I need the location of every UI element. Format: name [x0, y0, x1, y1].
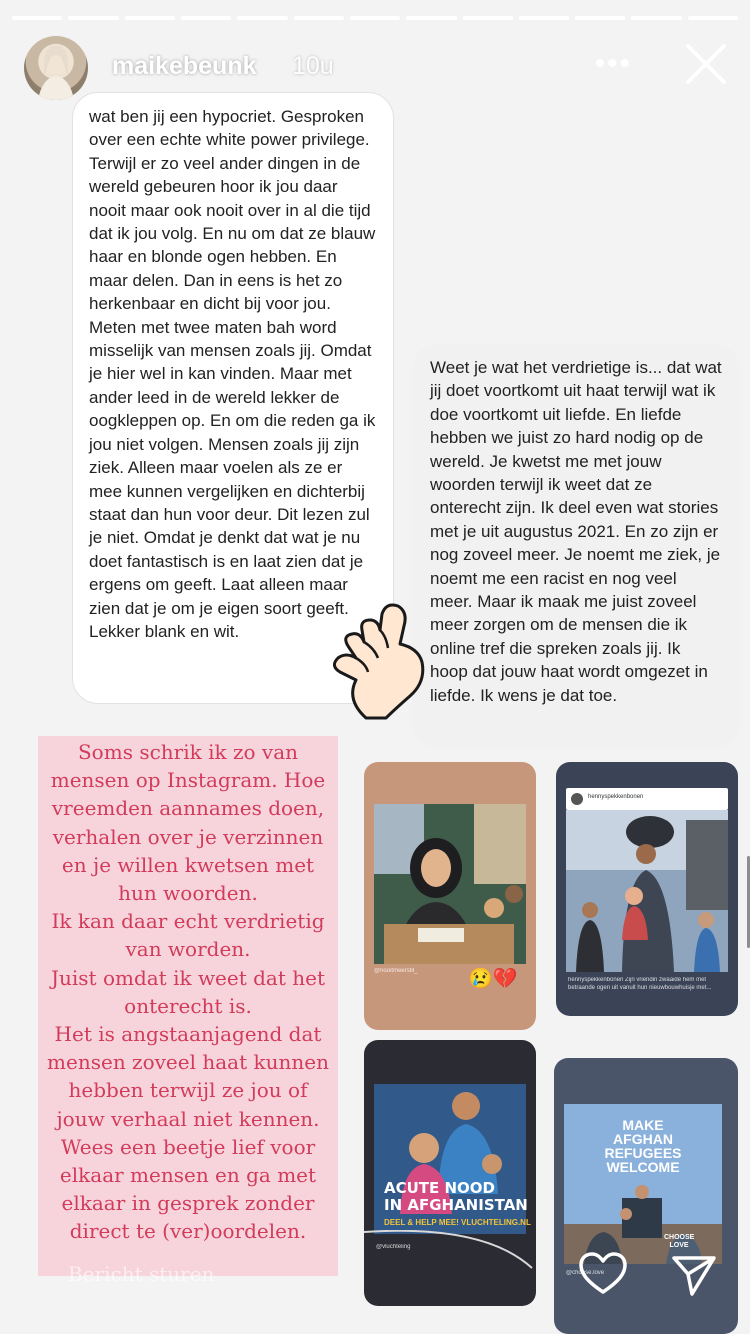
- progress-segment: [519, 16, 569, 20]
- card-caption: @vluchteling: [376, 1244, 411, 1250]
- progress-segment: [68, 16, 118, 20]
- headline-line-1: ACUTE NOOD: [384, 1179, 496, 1197]
- close-icon[interactable]: [682, 40, 730, 88]
- story-text-overlay: [38, 736, 338, 1276]
- headline-line-2: IN AFGHANISTAN: [384, 1196, 528, 1214]
- send-direct-icon[interactable]: [670, 1250, 718, 1298]
- progress-segment: [237, 16, 287, 20]
- overlay-paragraph: Soms schrik ik zo van mensen op Instagram. Hoe vreemden aannames doen, verhalen over je verzinnen en je willen kwetsen met hun woorden.: [50, 740, 326, 906]
- overlay-paragraph: Wees een beetje lief voor elkaar mensen en ga met elkaar in gesprek zonder direct te (ver)oordelen.: [59, 1134, 317, 1244]
- campaign-poster: [564, 1104, 722, 1264]
- card-caption: @choose.love: [566, 1270, 605, 1276]
- progress-segment: [294, 16, 344, 20]
- card-caption: hennyspekkenbonen Zijn vriendin zwaaide hem met betraande ogen uit vanuit hun nieuwbouwhuisje met...: [568, 977, 712, 991]
- choose-love-badge: CHOOSE LOVE: [664, 1234, 695, 1249]
- card-shade: [364, 1230, 536, 1306]
- card-caption: @nooitmeerstil_: [374, 968, 418, 974]
- progress-segment: [575, 16, 625, 20]
- more-options-icon[interactable]: •••: [594, 47, 632, 80]
- emoji-sticker: 😢💔: [468, 968, 518, 990]
- overlay-paragraph: Juist omdat ik weet dat het onterecht is.: [50, 965, 325, 1018]
- avatar[interactable]: [24, 36, 88, 100]
- timestamp: 10u: [292, 52, 334, 80]
- classroom-photo: [374, 804, 526, 964]
- story-card-acute-need[interactable]: [364, 1040, 536, 1306]
- progress-segment: [406, 16, 456, 20]
- progress-segment: [350, 16, 400, 20]
- story-overlay-text: [44, 738, 332, 1246]
- story-card-refugees[interactable]: [556, 762, 738, 1016]
- send-message-placeholder: Bericht sturen: [68, 1262, 215, 1286]
- reply-message-bubble: [412, 344, 740, 748]
- reply-message-text: Weet je wat het verdrietige is... dat wat jij doet voortkomt uit haat terwijl wat ik doe voortkomt uit liefde. En liefde hebben we juist zo hard nodig op de wereld. Je kwetst me met jouw woorden terwijl ik weet dat ze onterecht zijn. Ik deel even wat stories met je uit augustus 2021. En zo zijn er nog zoveel meer. Je noemt me ziek, je noemt me een racist en nog veel meer. Maar ik maak me juist zoveel meer zorgen om de mensen die ik online tref die spreken zoals jij. Ik hoop dat jouw haat wordt omgezet in liefde. Ik wens je dat toe.: [430, 358, 722, 705]
- campaign-headline: [384, 1180, 528, 1214]
- pointing-hand-sticker-icon: [326, 600, 430, 720]
- campaign-subline: DEEL & HELP MEE! VLUCHTELING.NL: [384, 1218, 531, 1227]
- story-header: [20, 36, 730, 100]
- poster-headline: MAKE AFGHAN REFUGEES WELCOME: [604, 1117, 682, 1175]
- progress-segment: [631, 16, 681, 20]
- overlay-paragraph: Ik kan daar echt verdrietig van worden.: [51, 909, 325, 962]
- refugee-family-photo: [566, 810, 728, 972]
- post-header: [566, 788, 728, 810]
- progress-segment: [125, 16, 175, 20]
- story-progress-bar: [12, 16, 738, 20]
- overlay-paragraph: Het is angstaanjagend dat mensen zoveel haat kunnen hebben terwijl ze jou of jouw verhaal niet kennen.: [47, 1022, 329, 1131]
- progress-segment: [688, 16, 738, 20]
- progress-segment: [12, 16, 62, 20]
- account-avatar: [571, 793, 583, 805]
- like-heart-icon[interactable]: [578, 1250, 628, 1298]
- post-account: hennyspekkenbonen: [588, 794, 644, 800]
- progress-segment: [181, 16, 231, 20]
- username[interactable]: maikebeunk: [112, 52, 257, 80]
- progress-segment: [463, 16, 513, 20]
- received-message-text: wat ben jij een hypocriet. Gesproken over een echte white power privilege. Terwijl er zo veel ander dingen in de wereld gebeuren hoor ik jou daar nooit maar ook nooit over in al die tijd dat ik jou volg. En nu om dat ze blauw haar en blonde ogen hebben. En maar delen. Dan in eens is het zo herkenbaar en dicht bij voor jou. Meten met twee maten bah word misselijk van mensen zoals jij. Omdat je hier wel in kan vinden. Maar met ander leed in de wereld lekker de oogkleppen op. En om die reden ga ik jou niet volgen. Mensen zoals jij zijn ziek. Alleen maar voelen als ze er mee kunnen vergelijken en dichterbij staat dan hun voor deur. Dit lezen zul je niet. Omdat je denkt dat wat je nu doet fantastisch is en laat zien dat je ergens om geeft. Laat alleen maar zien dat je om je eigen soort geeft. Lekker blank en wit.: [89, 107, 376, 641]
- story-card-classroom[interactable]: [364, 762, 536, 1030]
